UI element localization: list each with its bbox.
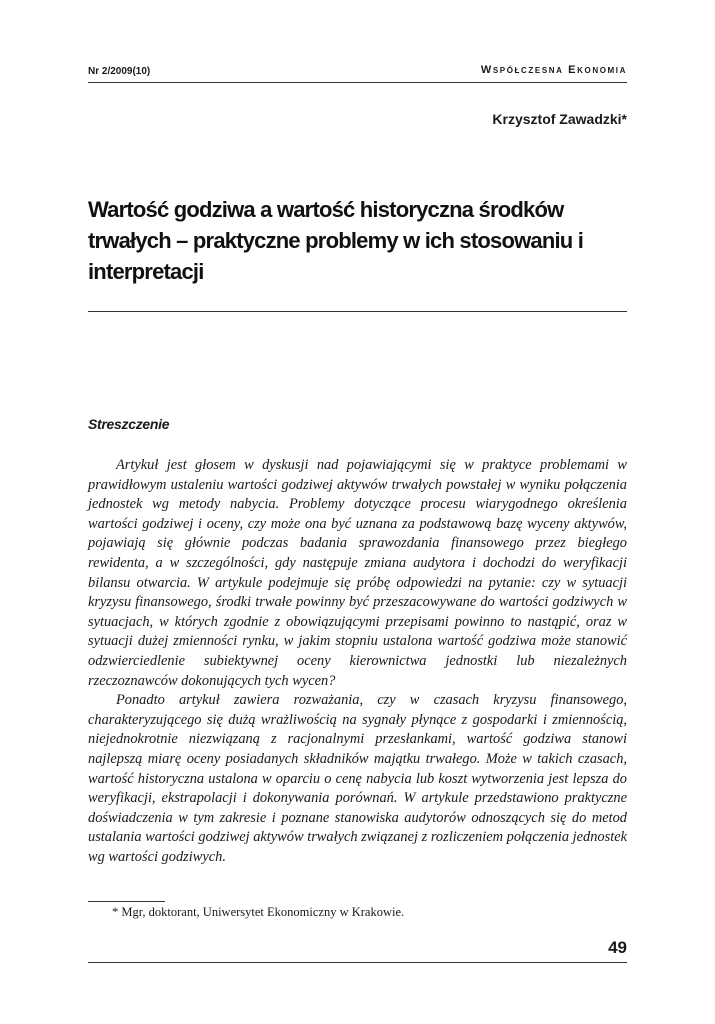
abstract-paragraph: Ponadto artykuł zawiera rozważania, czy w czasach kryzysu finansowego, charakteryzującego się dużą wrażliwością na sygnały płynące z gospodarki i zmiennością, niejednokrotnie niezwiązaną z racjonalnymi przesłankami, wartość godziwa stanowi najlepszą miarę oceny posiadanych składników majątku trwałego. Może w takich czasach, wartość historyczna ustalona w oparciu o cenę nabycia lub koszt wytworzenia jest lepsza do weryfikacji, ekstrapolacji i dokonywania porównań. W artykule przedstawiono praktyczne doświadczenia w tym zakresie i poznane stanowiska audytorów odnoszących się do metod ustalania wartości godziwej aktywów trwałych związanej z rozliczeniem połączenia jednostek wg wartości godziwych. [88, 692, 627, 865]
abstract-paragraph: Artykuł jest głosem w dyskusji nad pojawiającymi się w praktyce problemami w prawidłowym ustaleniu wartości godziwej aktywów trwałych powstałej w wyniku połączenia jednostek wg metody nabycia. Problemy dotyczące procesu wiarygodnego określenia wartości godziwej i oceny, czy może ona być uznana za podstawową bazę wyceny aktywów, pojawiają się głównie podczas badania sprawozdania finansowego przez biegłego rewidenta, a w szczególności, gdy następuje zmiana audytora i dochodzi do weryfikacji bilansu otwarcia. W artykule podejmuje się próbę odpowiedzi na pytanie: czy w sytuacji kryzysu finansowego, środki trwałe powinny być przeszacowywane do wartości godziwych w sytuacjach, w których zgodnie z obowiązującymi przepisami powinno to nastąpić, oraz w sytuacji dużej zmienności rynku, w jakim stopniu ustalona wartość godziwa może stanowić odzwierciedlenie subiektywnej oceny kierownictwa jednostki lub niezależnych rzeczoznawców dokonujących tych wycen? [88, 457, 627, 689]
header-divider [88, 82, 627, 83]
author-name: Krzysztof Zawadzki* [492, 111, 627, 127]
abstract-body [88, 456, 627, 867]
abstract-heading: Streszczenie [88, 416, 170, 432]
page-number: 49 [608, 938, 627, 957]
author-footnote: * Mgr, doktorant, Uniwersytet Ekonomiczny w Krakowie. [112, 905, 405, 919]
journal-name: Współczesna Ekonomia [480, 64, 627, 76]
footnote-divider [88, 901, 165, 902]
footer-divider [88, 962, 627, 963]
issue-number: Nr 2/2009(10) [88, 66, 151, 77]
article-title: Wartość godziwa a wartość historyczna środków trwałych – praktyczne problemy w ich stosowaniu i interpretacji [88, 197, 584, 284]
title-divider [88, 311, 627, 312]
